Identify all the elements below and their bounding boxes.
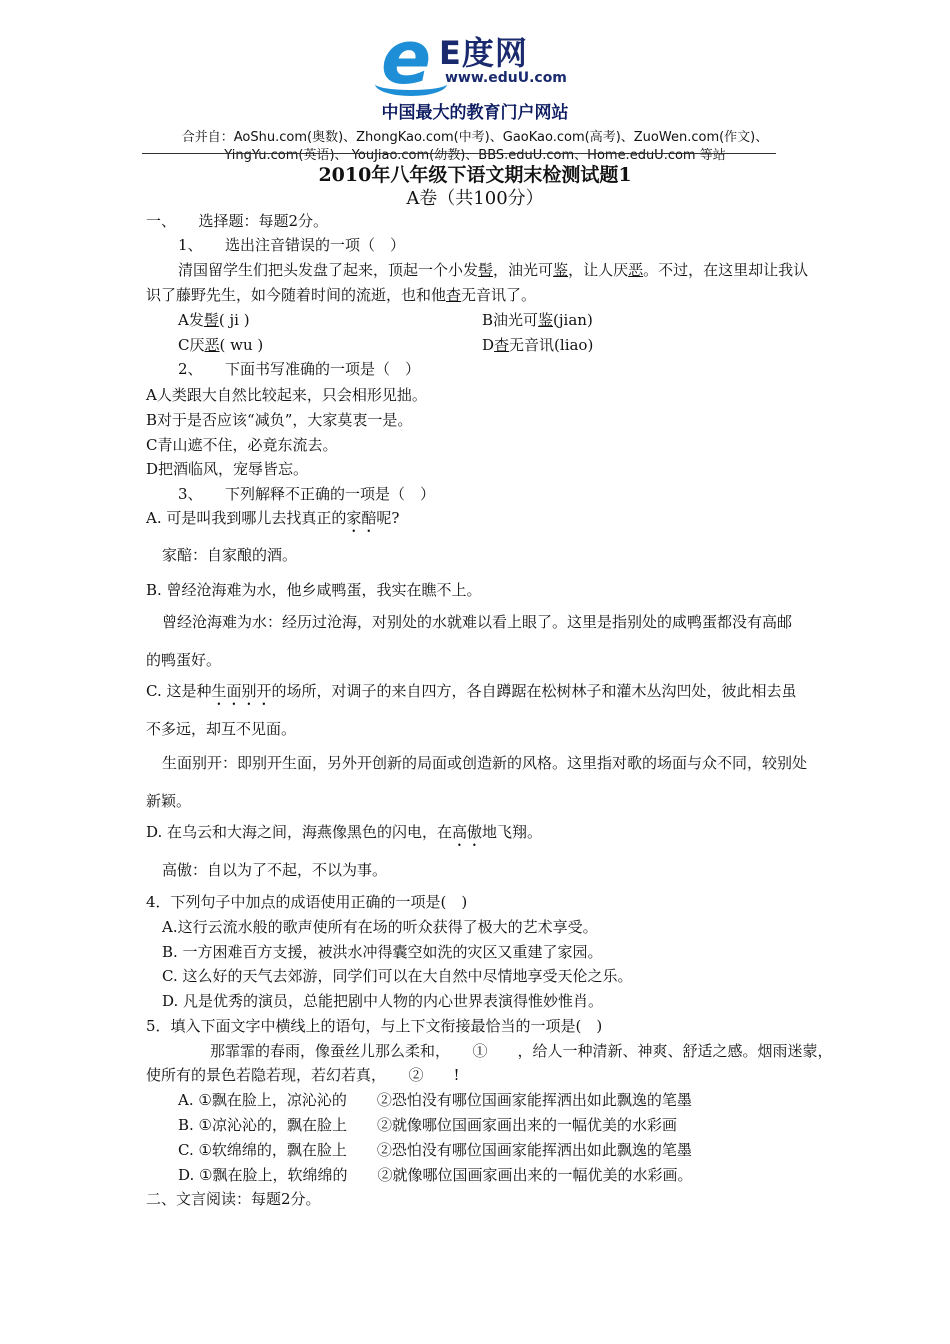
- q5-passage-line-2: 使所有的景色若隐若现，若幻若真， ② !: [146, 1066, 460, 1084]
- section-2-heading: 二、文言阅读：每题2分。: [146, 1190, 321, 1208]
- q5-option-a: A. ①飘在脸上，凉沁沁的 ②恐怕没有哪位国画家能挥洒出如此飘逸的笔墨: [178, 1091, 692, 1109]
- q1-option-a: [178, 309, 250, 330]
- q1-underlined-char: 鉴: [553, 261, 569, 279]
- option-underlined-char: 恶: [204, 336, 220, 354]
- question-2: 2、 下面书写准确的一项是（ ）: [178, 360, 421, 378]
- option-text: D: [482, 336, 495, 354]
- q1-text: 清国留学生们把头发盘了起来，顶起一个小发: [178, 261, 479, 279]
- header-divider: [142, 153, 776, 154]
- q5-option-d: D. ①飘在脸上，软绵绵的 ②就像哪位国画家画出来的一幅优美的水彩画。: [178, 1166, 693, 1184]
- q1-text: 识了藤野先生，如今随着时间的流逝，也和他: [146, 286, 447, 304]
- option-underlined-char: 杳: [494, 336, 510, 354]
- option-text: C厌: [178, 336, 205, 354]
- q3-option-c-line-1: [146, 680, 797, 709]
- option-pinyin: ( wu ): [219, 336, 264, 354]
- site-slogan: 中国最大的教育门户网站: [381, 103, 569, 123]
- q5-option-b: B. ①凉沁沁的，飘在脸上 ②就像哪位国画家画出来的一幅优美的水彩画: [178, 1116, 678, 1134]
- q3-option-a: [146, 507, 399, 536]
- logo-url: www.eduU.com: [445, 70, 567, 86]
- doc-subtitle: A卷（共100分）: [406, 188, 544, 209]
- question-1: 1、 选出注音错误的一项（ ）: [178, 236, 406, 254]
- question-3: 3、 下列解释不正确的一项是（ ）: [178, 485, 436, 503]
- site-logo[interactable]: [375, 15, 575, 101]
- option-text: D. 在乌云和大海之间，海燕像黑色的闪电，在: [146, 823, 453, 841]
- q5-option-c: C. ①软绵绵的，飘在脸上 ②恐怕没有哪位国画家能挥洒出如此飘逸的笔墨: [178, 1141, 692, 1159]
- q1-option-d: [482, 334, 593, 355]
- option-text: C. 这是种: [146, 682, 212, 700]
- doc-title: 2010年八年级下语文期末检测试题1: [318, 164, 632, 186]
- q3-option-d: [146, 821, 542, 850]
- question-5: 5．填入下面文字中横线上的语句，与上下文衔接最恰当的一项是( ): [146, 1017, 603, 1035]
- q5-passage-line-1: 那霏霏的春雨，像蚕丝儿那么柔和， ① ，给人一种清新、神爽、舒适之感。烟雨迷蒙，: [210, 1042, 833, 1060]
- q2-option-c: C青山遮不住，必竟东流去。: [146, 436, 338, 454]
- section-1-heading: 一、 选择题：每题2分。: [146, 212, 329, 230]
- dotted-term: 家醅: [346, 509, 377, 527]
- question-4: 4．下列句子中加点的成语使用正确的一项是( ): [146, 893, 468, 911]
- option-pinyin: ( ji ): [218, 311, 250, 329]
- merged-sites-line-2: YingYu.com(英语)、 YouJiao.com(幼教)、BBS.eduU.com、Home.eduU.com 等站: [224, 148, 726, 163]
- q2-option-a: A人类跟大自然比较起来，只会相形见拙。: [146, 386, 427, 404]
- q3-option-c-explanation-2: 新颖。: [146, 792, 192, 810]
- site-header: [0, 15, 950, 165]
- q4-option-c: C. 这么好的天气去郊游，同学们可以在大自然中尽情地享受天伦之乐。: [162, 967, 633, 985]
- q4-option-a: A.这行云流水般的歌声使所有在场的听众获得了极大的艺术享受。: [162, 918, 598, 936]
- q3-option-d-explanation: 高傲：自以为了不起，不以为事。: [162, 861, 388, 879]
- q1-option-c: [178, 334, 263, 355]
- q3-option-b: B. 曾经沧海难为水，他乡咸鸭蛋，我实在瞧不上。: [146, 581, 482, 599]
- dotted-term: 生面别开: [211, 682, 272, 700]
- q3-option-c-line-2: 不多远，却互不见面。: [146, 720, 297, 738]
- q3-option-b-explanation-1: 曾经沧海难为水：经历过沧海，对别处的水就难以看上眼了。这里是指别处的咸鸭蛋都没有高邮: [162, 613, 793, 631]
- logo-text: E度网: [439, 34, 528, 72]
- dotted-term: 高傲: [452, 823, 483, 841]
- option-underlined-char: 髻: [203, 311, 219, 329]
- merged-sites-line-1: 合并自：AoShu.com(奥数)、ZhongKao.com(中考)、GaoKao.com(高考)、ZuoWen.com(作文)、: [181, 130, 769, 145]
- logo-e-mark-icon: e: [381, 15, 432, 101]
- option-text: 地飞翔。: [482, 823, 543, 841]
- option-underlined-char: 鉴: [538, 311, 554, 329]
- q1-underlined-char: 髻: [478, 261, 494, 279]
- q1-passage-line-1: [178, 259, 808, 280]
- option-text: 的场所，对调子的来自四方，各自蹲踞在松树林子和灌木丛沟凹处，彼此相去虽: [271, 682, 797, 700]
- q1-text: ，油光可: [493, 261, 554, 279]
- option-pinyin: 无音讯(liao): [509, 336, 594, 354]
- q1-text: 。不过，在这里却让我认: [643, 261, 809, 279]
- q3-option-c-explanation-1: 生面别开：即别开生面，另外开创新的局面或创造新的风格。这里指对歌的场面与众不同，较别处: [162, 754, 808, 772]
- option-text: A发: [178, 311, 204, 329]
- q1-underlined-char: 杳: [446, 286, 462, 304]
- option-text: 呢?: [376, 509, 400, 527]
- q2-option-b: B对于是否应该“减负”，大家莫衷一是。: [146, 411, 413, 429]
- q1-underlined-char: 恶: [628, 261, 644, 279]
- q3-option-b-explanation-2: 的鸭蛋好。: [146, 651, 222, 669]
- q1-option-b: [482, 309, 593, 330]
- q2-option-d: D把酒临风，宠辱皆忘。: [146, 460, 309, 478]
- q1-passage-line-2: [146, 284, 536, 305]
- q4-option-b: B. 一方困难百方支援，被洪水冲得囊空如洗的灾区又重建了家园。: [162, 943, 603, 961]
- option-pinyin: (jian): [553, 311, 593, 329]
- q1-text: 无音讯了。: [461, 286, 537, 304]
- q1-text: ，让人厌: [568, 261, 629, 279]
- q4-option-d: D. 凡是优秀的演员，总能把剧中人物的内心世界表演得惟妙惟肖。: [162, 992, 604, 1010]
- option-text: A. 可是叫我到哪儿去找真正的: [146, 509, 347, 527]
- option-text: B油光可: [482, 311, 539, 329]
- q3-option-a-explanation: 家醅：自家酿的酒。: [162, 546, 298, 564]
- logo-swoosh-icon: [375, 72, 447, 96]
